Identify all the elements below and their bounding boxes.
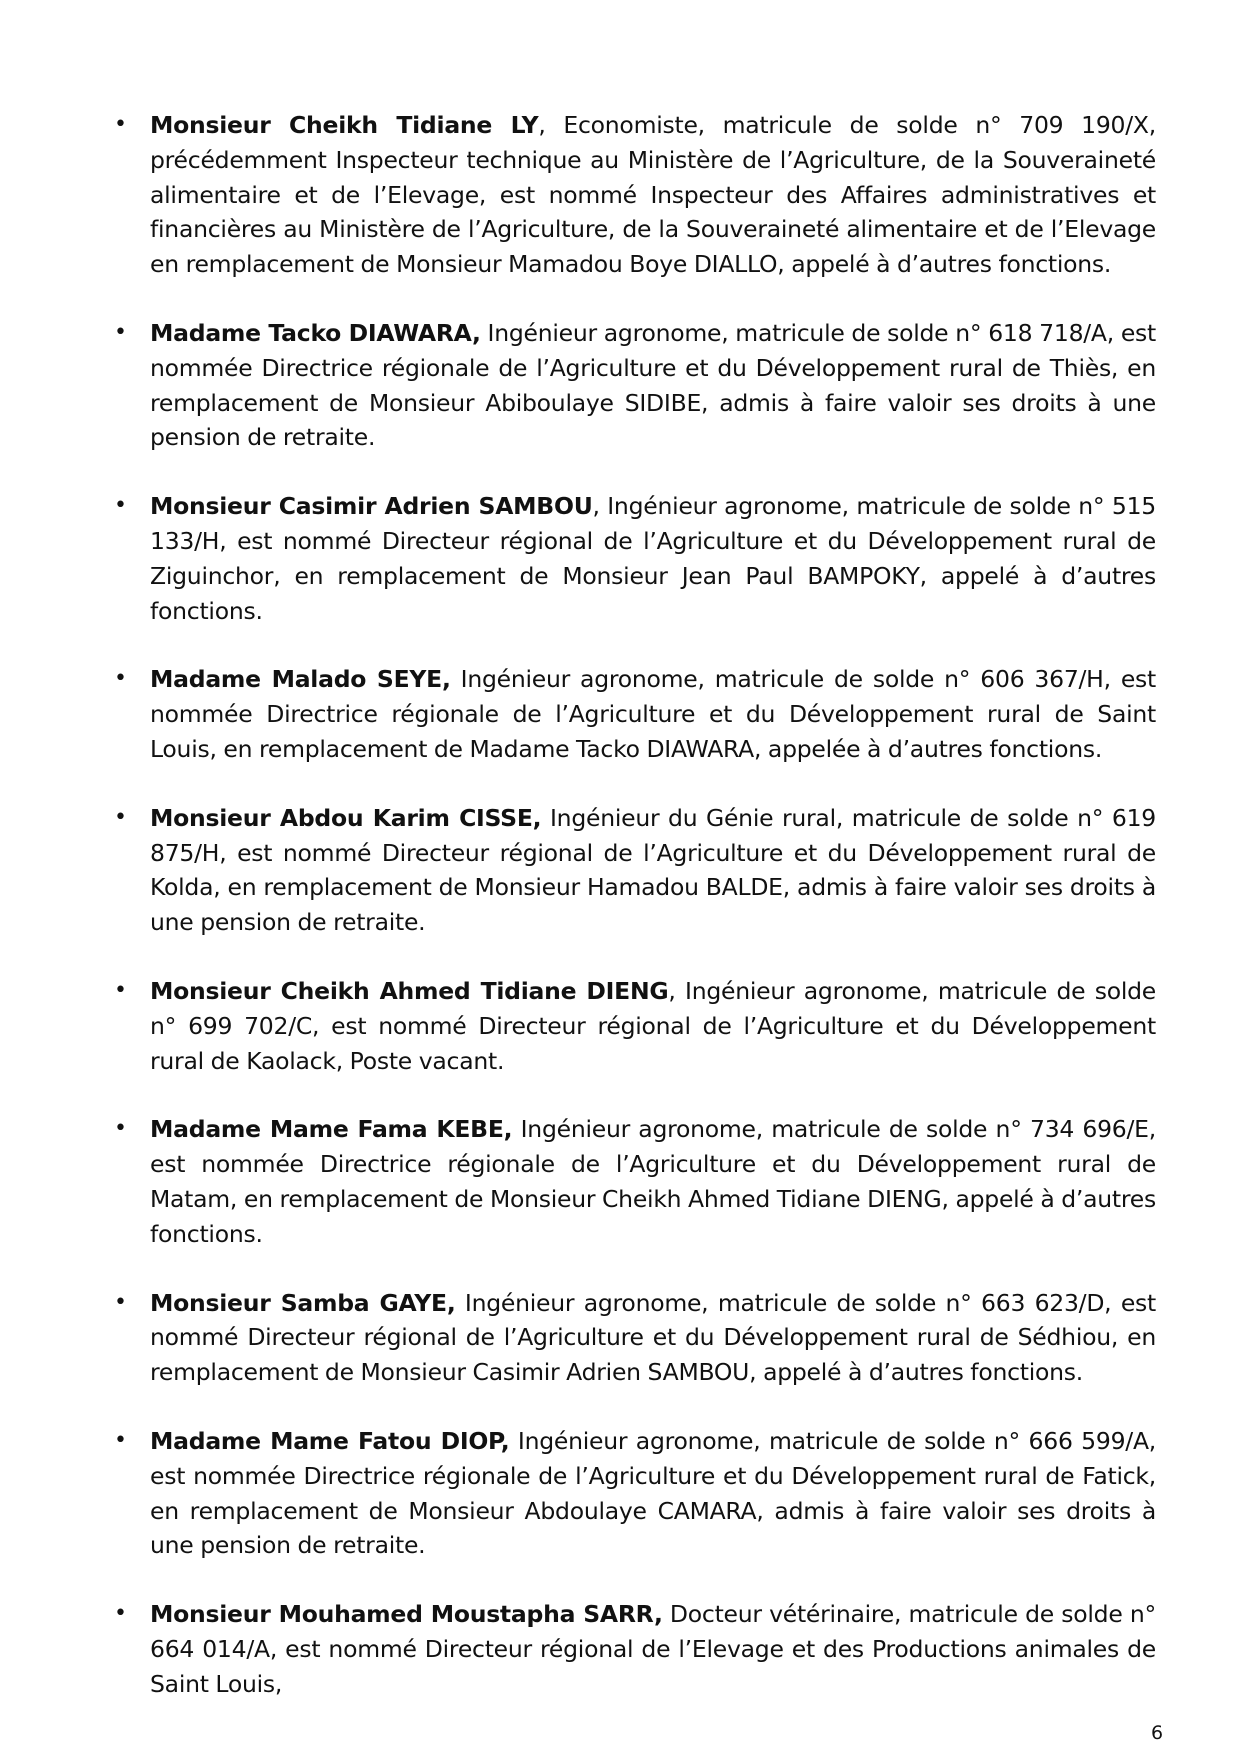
appointment-text: , Economiste, matricule de solde n° 709 190/X, précédemment Inspecteur technique au Ministère de l’Agriculture, de la Souveraineté alimentaire et de l’Elevage, est nommé Inspecteur des Affaires administratives et financières au Ministère de l’Agriculture, de la Souveraineté alimentaire et de l’Elevage en remplacement de Monsieur Mamadou Boye DIALLO, appelé à d’autres fonctions.	[150, 111, 1156, 279]
appointment-text: Docteur vétérinaire, matricule de solde n° 664 014/A, est nommé Directeur régional de l’Elevage et des Productions animales de Saint Louis,	[150, 1600, 1156, 1698]
appointee-name: Madame Malado SEYE,	[150, 665, 451, 694]
list-item	[114, 974, 1156, 1078]
bullet-icon: •	[114, 1289, 127, 1315]
appointment-text: Ingénieur du Génie rural, matricule de solde n° 619 875/H, est nommé Directeur régional de l’Agriculture et du Développement rural de Kolda, en remplacement de Monsieur Hamadou BALDE, admis à faire valoir ses droits à une pension de retraite.	[150, 803, 1156, 937]
bullet-icon: •	[114, 112, 127, 137]
appointment-text: , Ingénieur agronome, matricule de solde n° 699 702/C, est nommé Directeur régional de l’Agriculture et du Développement rural de Kaolack, Poste vacant.	[150, 976, 1156, 1075]
list-item	[114, 108, 1156, 282]
appointee-name: Monsieur Mouhamed Moustapha SARR,	[150, 1600, 663, 1629]
appointee-name: Monsieur Cheikh Tidiane LY	[150, 111, 539, 139]
appointment-text: , Ingénieur agronome, matricule de solde n° 515 133/H, est nommé Directeur régional de l’Agriculture et du Développement rural de Ziguinchor, en remplacement de Monsieur Jean Paul BAMPOKY, appelé à d’autres fonctions.	[150, 492, 1156, 625]
bullet-icon: •	[114, 1427, 127, 1453]
bullet-icon: •	[114, 493, 127, 519]
bullet-icon: •	[114, 1601, 127, 1627]
appointment-text: Ingénieur agronome, matricule de solde n° 606 367/H, est nommée Directrice régionale de l’Agriculture et du Développement rural de Saint Louis, en remplacement de Madame Tacko DIAWARA, appelée à d’autres fonctions.	[150, 665, 1156, 763]
list-item	[114, 316, 1156, 455]
appointee-name: Madame Mame Fama KEBE,	[150, 1115, 513, 1144]
bullet-icon: •	[114, 319, 127, 345]
list-item	[114, 1112, 1156, 1251]
appointment-text: Ingénieur agronome, matricule de solde n° 618 718/A, est nommée Directrice régionale de l’Agriculture et du Développement rural de Thiès, en remplacement de Monsieur Abiboulaye SIDIBE, admis à faire valoir ses droits à une pension de retraite.	[150, 318, 1156, 452]
appointee-name: Monsieur Cheikh Ahmed Tidiane DIENG	[150, 976, 669, 1005]
appointee-name: Monsieur Casimir Adrien SAMBOU	[150, 492, 593, 521]
appointment-text: Ingénieur agronome, matricule de solde n° 663 623/D, est nommé Directeur régional de l’Agriculture et du Développement rural de Sédhiou, en remplacement de Monsieur Casimir Adrien SAMBOU, appelé à d’autres fonctions.	[150, 1288, 1156, 1387]
bullet-icon: •	[114, 804, 127, 830]
list-item	[114, 662, 1156, 766]
appointment-text: Ingénieur agronome, matricule de solde n° 666 599/A, est nommée Directrice régionale de l’Agriculture et du Développement rural de Fatick, en remplacement de Monsieur Abdoulaye CAMARA, admis à faire valoir ses droits à une pension de retraite.	[150, 1426, 1156, 1560]
bullet-icon: •	[114, 1116, 127, 1142]
list-item	[114, 1424, 1156, 1563]
bullet-icon: •	[114, 666, 127, 692]
bullet-icon: •	[114, 977, 127, 1003]
list-item	[114, 1286, 1156, 1390]
appointee-name: Madame Mame Fatou DIOP,	[150, 1426, 510, 1455]
list-item	[114, 1597, 1156, 1701]
appointee-name: Monsieur Abdou Karim CISSE,	[150, 803, 542, 832]
appointee-name: Madame Tacko DIAWARA,	[150, 318, 481, 347]
appointment-text: Ingénieur agronome, matricule de solde n° 734 696/E, est nommée Directrice régionale de l’Agriculture et du Développement rural de Matam, en remplacement de Monsieur Cheikh Ahmed Tidiane DIENG, appelé à d’autres fonctions.	[150, 1115, 1156, 1248]
appointee-name: Monsieur Samba GAYE,	[150, 1288, 456, 1317]
list-item	[114, 801, 1156, 940]
appointment-list	[114, 108, 1156, 1735]
list-item	[114, 489, 1156, 628]
page-number: 6	[1150, 1722, 1164, 1744]
